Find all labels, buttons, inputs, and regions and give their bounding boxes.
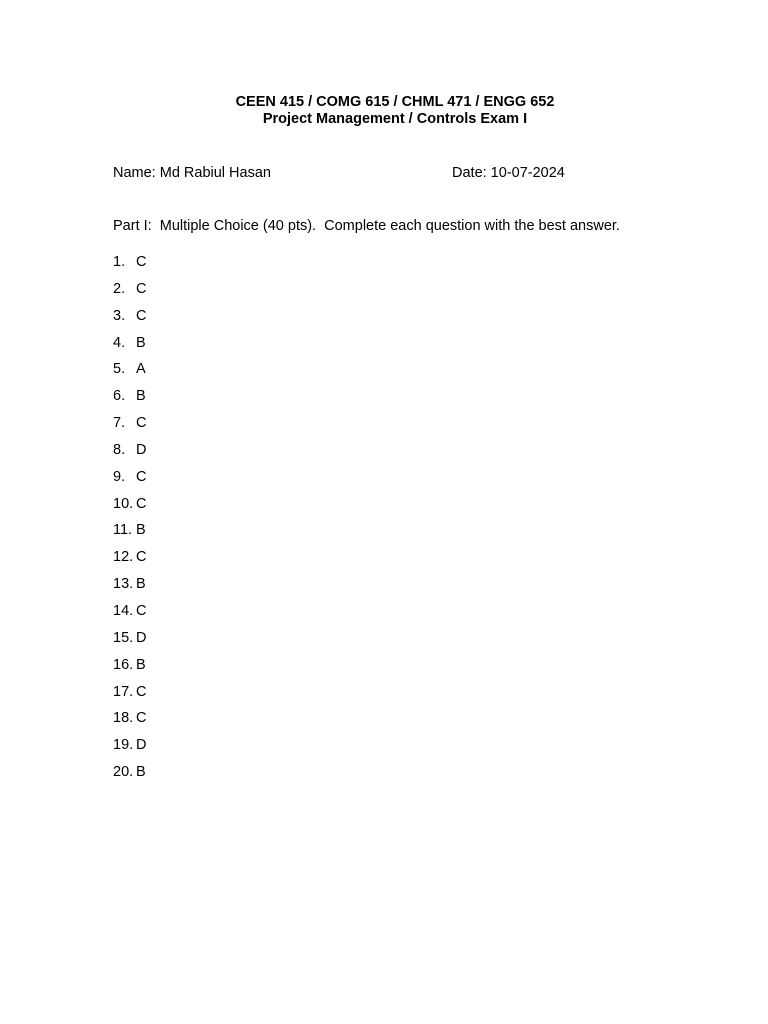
answer-item [113,764,146,791]
answer-letter: D [136,629,147,646]
part-one-instructions: Part I: Multiple Choice (40 pts). Complete each question with the best answer. [113,218,620,234]
answer-item [113,576,146,603]
answer-item [113,657,146,684]
question-number: 8. [113,441,126,458]
answer-letter: C [136,468,147,485]
question-number: 19. [113,737,134,754]
answer-item [113,603,146,630]
answer-item [113,522,146,549]
answer-letter: B [136,388,146,405]
exam-date: Date: 10-07-2024 [452,165,565,181]
question-number: 3. [113,307,126,324]
question-number: 15. [113,629,134,646]
student-name: Name: Md Rabiul Hasan [113,165,271,181]
answer-letter: C [136,710,147,727]
answer-item [113,415,146,442]
question-number: 2. [113,280,126,297]
answer-item [113,469,146,496]
answer-item [113,549,146,576]
question-number: 13. [113,576,134,593]
answer-item [113,388,146,415]
answer-letter: B [136,764,146,781]
question-number: 14. [113,602,134,619]
answer-item [113,630,146,657]
answer-letter: C [136,415,147,432]
answer-letter: A [136,361,146,378]
answer-item [113,496,146,523]
answer-letter: C [136,683,147,700]
answer-letter: C [136,549,147,566]
question-number: 1. [113,254,126,270]
answer-letter: B [136,334,146,351]
answer-letter: D [136,441,147,458]
answer-letter: C [136,280,147,297]
question-number: 9. [113,468,126,485]
question-number: 20. [113,764,134,781]
question-number: 7. [113,415,126,432]
answer-item [113,308,146,335]
answer-item [113,254,146,281]
answer-item [113,710,146,737]
answer-item [113,361,146,388]
question-number: 17. [113,683,134,700]
student-info [113,165,565,182]
answer-list [113,254,146,791]
question-number: 6. [113,388,126,405]
answer-letter: C [136,307,147,324]
answer-letter: B [136,576,146,593]
question-number: 18. [113,710,134,727]
question-number: 16. [113,656,134,673]
question-number: 12. [113,549,134,566]
question-number: 10. [113,495,134,512]
answer-letter: C [136,495,147,512]
answer-item [113,737,146,764]
answer-item [113,684,146,711]
answer-item [113,442,146,469]
answer-letter: B [136,656,146,673]
exam-title: Project Management / Controls Exam I [262,111,528,127]
course-line: CEEN 415 / COMG 615 / CHML 471 / ENGG 652 [235,94,555,110]
answer-item [113,281,146,308]
answer-letter: D [136,737,147,754]
answer-item [113,335,146,362]
document-header [0,94,768,128]
answer-letter: C [136,254,147,270]
question-number: 11. [113,522,133,539]
answer-letter: C [136,602,147,619]
question-number: 4. [113,334,126,351]
question-number: 5. [113,361,126,378]
answer-letter: B [136,522,146,539]
